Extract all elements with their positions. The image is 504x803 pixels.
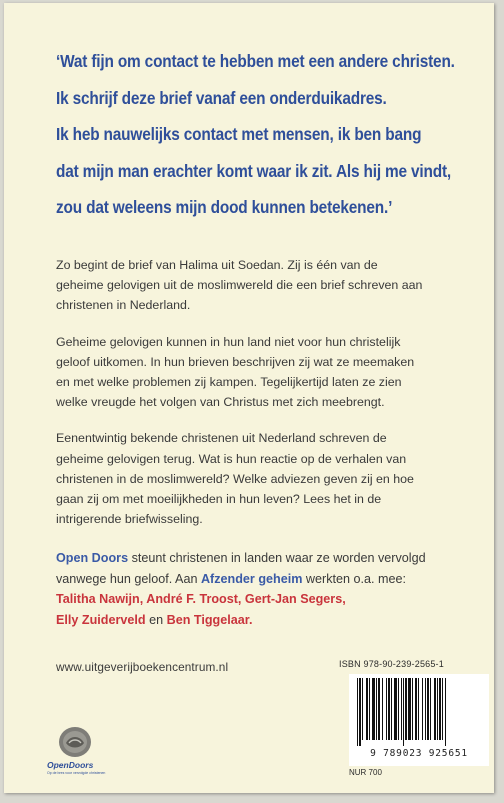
paragraph-intro [56, 255, 466, 316]
barcode-bar [376, 678, 377, 740]
barcode-bar [359, 678, 361, 746]
barcode-bar [391, 678, 392, 740]
contributor-name: Ben Tiggelaar [166, 612, 249, 627]
nur-code: NUR 700 [349, 768, 382, 777]
barcode-bar [418, 678, 419, 740]
logo-name: OpenDoors [47, 760, 94, 770]
isbn-number: ISBN 978-90-239-2565-1 [339, 659, 444, 669]
book-back-cover [4, 3, 494, 793]
contributors-line-2 [56, 610, 486, 631]
text-line: intrigerende briefwisseling. [56, 512, 203, 527]
barcode-bar [422, 678, 423, 740]
barcode-bar [394, 678, 397, 740]
text-line: gaan zij om met moeilijkheden in hun leven? Lees het in de [56, 492, 382, 507]
paragraph-secret-believers [56, 332, 466, 413]
barcode-bar [362, 678, 363, 740]
closing-line-2 [56, 569, 486, 590]
barcode-bar [415, 678, 417, 740]
barcode-bar [372, 678, 375, 740]
open-doors-emblem-icon [57, 725, 93, 759]
paragraph-responses [56, 428, 466, 529]
text-line: geheime gelovigen uit de moslimwereld die een brief schreven aan [56, 278, 423, 293]
barcode-bar [357, 678, 358, 746]
text-line: Zo begint de brief van Halima uit Soedan. Zij is één van de [56, 258, 378, 272]
quote-line: ‘Wat fijn om contact te hebben met een andere christen. [56, 51, 455, 71]
text-line: en met welke problemen zij kampen. Tegelijkertijd laten ze zien [56, 375, 402, 390]
isbn-area [339, 659, 494, 669]
barcode-bar [388, 678, 390, 740]
barcode-bar [398, 678, 399, 740]
quote-line: Ik heb nauwelijks contact met mensen, ik ben bang [56, 124, 422, 144]
barcode-bar [427, 678, 429, 740]
barcode-bar [382, 678, 383, 740]
barcode-bar [430, 678, 431, 740]
quote-line: dat mijn man erachter komt waar ik zit. Als hij me vindt, [56, 160, 452, 181]
barcode-bar [378, 678, 380, 740]
closing-text: vanwege hun geloof. Aan [56, 571, 201, 586]
text-line: geloof uitkomen. In hun brieven beschrijven zij wat ze meemaken [56, 354, 415, 369]
barcode-bar [405, 678, 407, 740]
text-line: christenen in Nederland. [56, 298, 191, 313]
org-name: Open Doors [56, 551, 129, 565]
contributors-block [56, 548, 486, 630]
closing-text: werkten o.a. mee: [302, 571, 407, 586]
barcode-bar [403, 678, 404, 746]
barcode-bar [412, 678, 413, 740]
barcode-bar [366, 678, 368, 740]
closing-text: steunt christenen in landen waar ze worden vervolgd [128, 551, 426, 565]
barcode-bars [355, 678, 483, 748]
text-line: christenen in de moslimwereld? Welke adviezen geven zij en hoe [56, 471, 414, 486]
closing-period: . [248, 612, 253, 627]
barcode-bar [425, 678, 426, 740]
barcode-bar [445, 678, 446, 746]
book-title: Afzender geheim [200, 571, 303, 586]
text-line: welke vreugde het volgen van Christus met zich meebrengt. [56, 395, 385, 410]
closing-line-1 [56, 548, 486, 569]
logo-tagline: Op de bres voor vervolgde christenen [47, 771, 106, 775]
barcode-digits: 9 789023 925651 [370, 748, 468, 759]
contributors-line-1: Talitha Nawijn, André F. Troost, Gert-Jan Segers, [56, 592, 346, 606]
quote-line: zou dat weleens mijn dood kunnen betekenen.’ [56, 197, 393, 217]
text-line: Eenentwintig bekende christenen uit Nederland schreven de [56, 431, 387, 446]
quote-block [56, 43, 455, 226]
contributor-name: Elly Zuiderveld [56, 612, 146, 627]
text-line: Geheime gelovigen kunnen in hun land niet voor hun christelijk [56, 334, 401, 349]
barcode-bar [439, 678, 441, 740]
barcode-bar [442, 678, 443, 740]
open-doors-logo [47, 725, 157, 775]
publisher-url[interactable]: www.uitgeverijboekencentrum.nl [56, 660, 229, 674]
quote-line: Ik schrijf deze brief vanaf een onderduikadres. [56, 87, 387, 108]
description [56, 255, 466, 545]
barcode-bar [386, 678, 387, 740]
closing-text: en [145, 612, 167, 627]
barcode [349, 674, 489, 766]
barcode-bar [437, 678, 438, 740]
barcode-bar [369, 678, 370, 740]
barcode-bar [408, 678, 411, 740]
barcode-bar [401, 678, 402, 740]
barcode-bar [434, 678, 436, 740]
text-line: geheime gelovigen terug. Wat is hun reactie op de verhalen van [56, 451, 407, 466]
